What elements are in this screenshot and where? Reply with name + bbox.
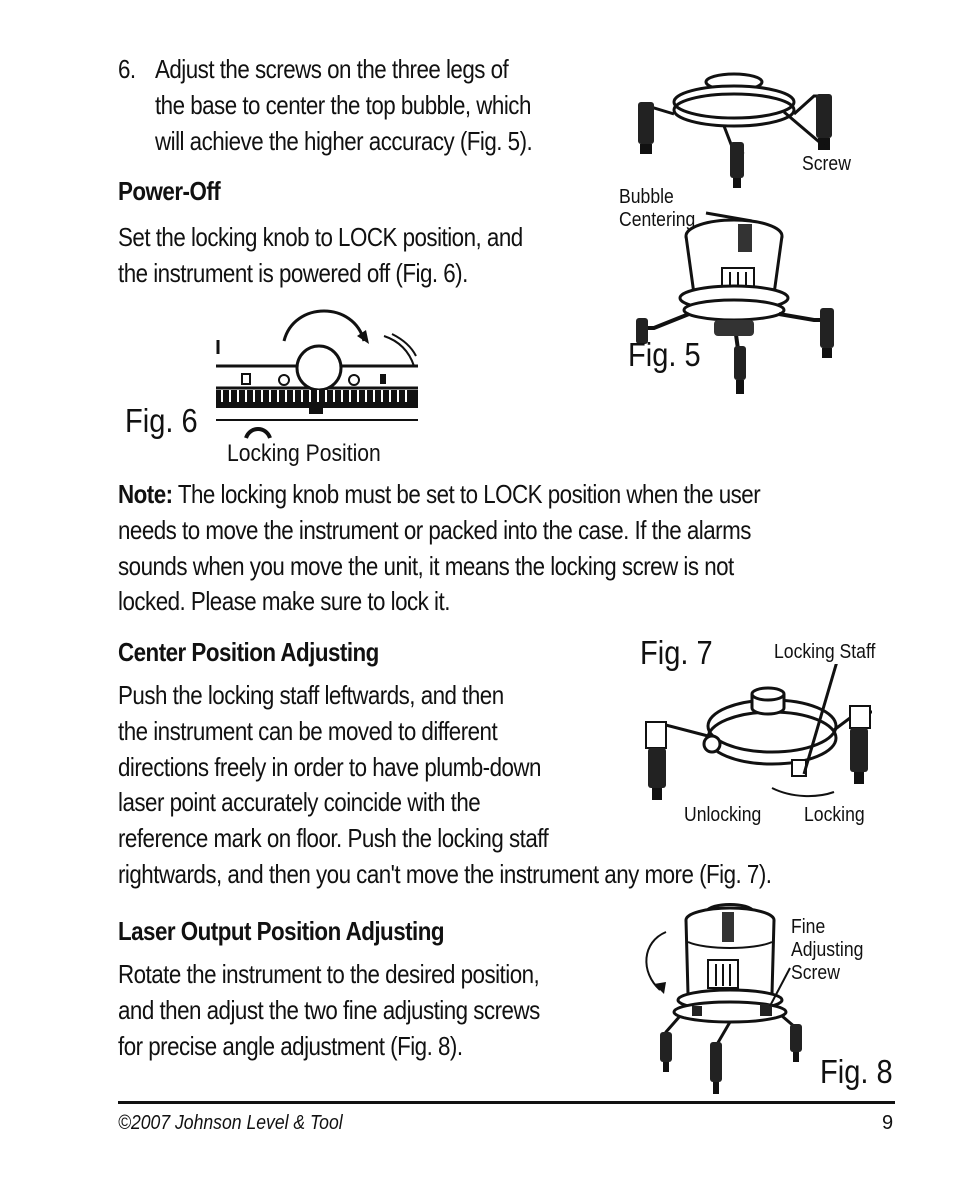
note-paragraph <box>118 477 892 620</box>
fig7-locking-staff-callout: Locking Staff <box>774 641 876 663</box>
fig6-label: Fig. 6 <box>125 402 198 439</box>
step-6-line-3: will achieve the higher accuracy (Fig. 5). <box>154 125 533 156</box>
fig5-bubble-callout <box>619 186 695 232</box>
fig8-fine-line-3: Screw <box>791 962 840 984</box>
fig6-caption: Locking Position <box>227 440 381 467</box>
fig7-unlocking-callout: Unlocking <box>684 804 762 826</box>
page-number: 9 <box>882 1112 894 1134</box>
center-line-6: rightwards, and then you can't move the instrument any more (Fig. 7). <box>118 858 772 889</box>
fig5-label: Fig. 5 <box>628 336 701 373</box>
step-6-line-1: Adjust the screws on the three legs of <box>154 54 509 84</box>
fig8-label: Fig. 8 <box>820 1053 893 1090</box>
laser-heading: Laser Output Position Adjusting <box>118 916 445 946</box>
footer-copyright: ©2007 Johnson Level & Tool <box>118 1112 343 1134</box>
center-line-3: directions freely in order to have plumb-down <box>118 751 541 782</box>
fig7-label: Fig. 7 <box>640 634 713 671</box>
laser-text <box>118 957 634 1064</box>
power-off-line-2: the instrument is powered off (Fig. 6). <box>118 257 468 288</box>
fig5-screw-callout: Screw <box>802 153 851 175</box>
fig7-illustration <box>642 664 876 804</box>
fig8-fine-line-1: Fine <box>791 916 826 938</box>
step-6 <box>118 52 600 159</box>
center-line-4: laser point accurately coincide with the <box>118 787 481 818</box>
note-line-4: locked. Please make sure to lock it. <box>118 586 450 617</box>
note-line-2: needs to move the instrument or packed into the case. If the alarms <box>118 514 751 545</box>
fig7-locking-callout: Locking <box>804 804 865 826</box>
note-line-1 <box>118 477 892 513</box>
note-lead: Note: <box>118 479 173 509</box>
step-number: 6. <box>118 54 136 84</box>
center-line-1: Push the locking staff leftwards, and then <box>118 680 504 710</box>
power-off-text <box>118 220 608 292</box>
fig5-bubble-line-1: Bubble <box>619 186 674 208</box>
power-off-line-1: Set the locking knob to LOCK position, and <box>118 222 523 252</box>
fig8-fine-line-2: Adjusting <box>791 939 864 961</box>
step-6-line-2: the base to center the top bubble, which <box>154 89 531 120</box>
center-heading: Center Position Adjusting <box>118 637 379 667</box>
laser-line-3: for precise angle adjustment (Fig. 8). <box>118 1030 463 1061</box>
fig8-fine-adjusting-callout <box>791 916 863 985</box>
center-line-5: reference mark on floor. Push the locking staff <box>118 823 549 854</box>
fig5-bubble-line-2: Centering <box>619 209 696 231</box>
note-line-1-text: The locking knob must be set to LOCK position when the user <box>172 479 761 509</box>
fig8-illustration <box>636 902 816 1098</box>
laser-line-2: and then adjust the two fine adjusting screws <box>118 994 540 1025</box>
note-line-3: sounds when you move the unit, it means the locking screw is not <box>118 550 734 581</box>
fig6-illustration <box>214 296 420 442</box>
footer-divider <box>118 1101 895 1104</box>
power-off-heading: Power-Off <box>118 176 221 206</box>
center-line-2: the instrument can be moved to different <box>118 715 498 746</box>
laser-line-1: Rotate the instrument to the desired position, <box>118 959 540 989</box>
